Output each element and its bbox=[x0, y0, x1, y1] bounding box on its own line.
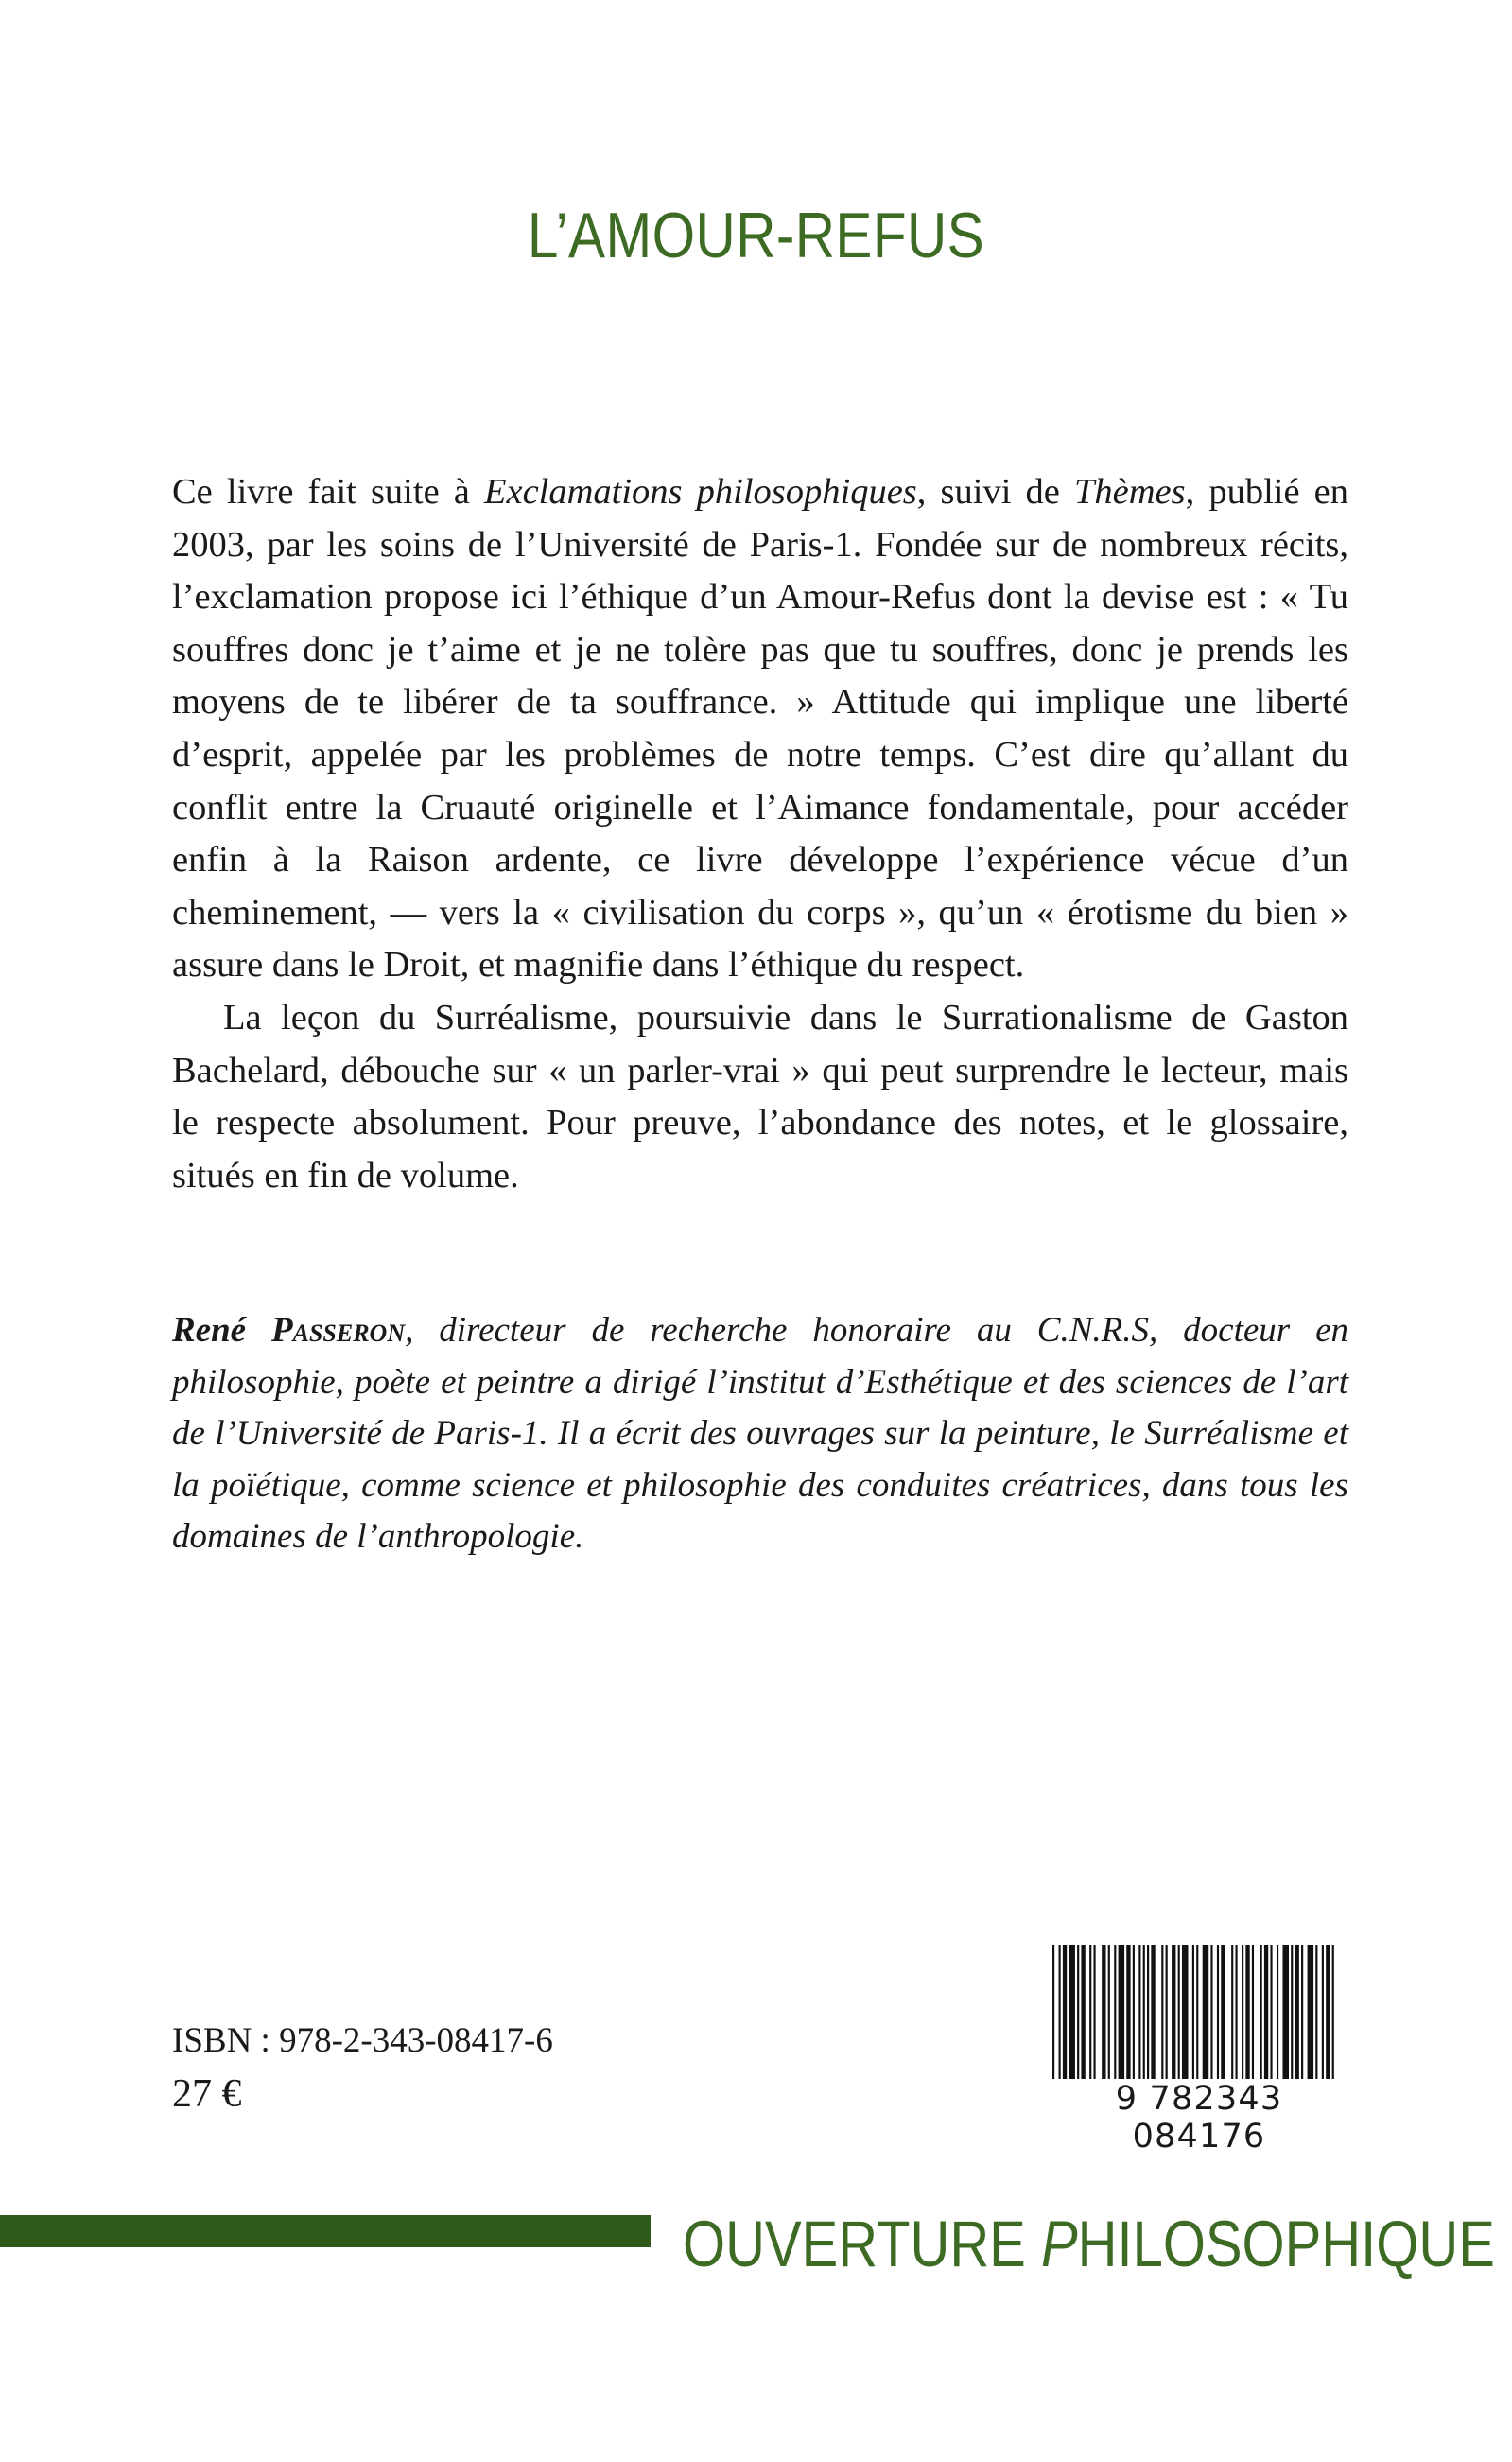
author-name: René Passeron bbox=[172, 1311, 406, 1350]
barcode-bar bbox=[1203, 1945, 1209, 2079]
description-paragraph-1: Ce livre fait suite à Exclamations philosophiques, suivi de Thèmes, publié en 2003, par les soins de l’Université de Paris-1. Fondée sur de nombreux récits, l’exclamation propose ici l’éthique d’un Amour-Refus dont la devise est : « Tu souffres donc je t’aime et je ne tolère pas que tu souffres, donc je prends les moyens de te libérer de ta souffrance. » Attitude qui implique une liberté d’esprit, appelée par les problèmes de notre temps. C’est dire qu’allant du conflit entre la Cruauté originelle et l’Aimance fondamentale, pour accéder enfin à la Raison ardente, ce livre développe l’expérience vécue d’un cheminement, — vers la « civilisation du corps », qu’un « érotisme du bien » assure dans le Droit, et magnifie dans l’éthique du respect. bbox=[172, 472, 1349, 986]
barcode-bar bbox=[1143, 1945, 1145, 2079]
barcode-bar bbox=[1114, 1945, 1116, 2079]
back-cover-description bbox=[172, 466, 1348, 1202]
barcode-bar bbox=[1089, 1945, 1091, 2079]
barcode-bar bbox=[1245, 1945, 1249, 2079]
barcode-bar bbox=[1063, 1945, 1067, 2079]
barcode-bar bbox=[1126, 1945, 1130, 2079]
barcode-bar bbox=[1147, 1945, 1149, 2079]
book-reference-themes: Thèmes bbox=[1073, 472, 1186, 512]
barcode-bar bbox=[1166, 1945, 1168, 2079]
price-label: 27 € bbox=[172, 2072, 242, 2116]
barcode-bar bbox=[1217, 1945, 1219, 2079]
author-bio: René Passeron, directeur de recherche honoraire au C.N.R.S, docteur en philosophie, poète et peintre a dirigé l’institut d’Esthétique et des sciences de l’art de l’Université de Paris-1. Il a écrit des ouvrages sur la peinture, le Surréalisme et la poïétique, comme science et philosophie des conduites créatrices, dans tous les domaines de l’anthropologie. bbox=[172, 1311, 1348, 1556]
book-title: L’AMOUR-REFUS bbox=[527, 200, 985, 271]
barcode-bar bbox=[1282, 1945, 1289, 2079]
barcode-bar bbox=[1093, 1945, 1095, 2079]
barcode-bar bbox=[1264, 1945, 1268, 2079]
barcode-bar bbox=[1119, 1945, 1125, 2079]
barcode-bar bbox=[1081, 1945, 1085, 2079]
barcode-bar bbox=[1161, 1945, 1163, 2079]
barcode-bar bbox=[1295, 1945, 1299, 2079]
barcode-bar bbox=[1192, 1945, 1194, 2079]
barcode-bar bbox=[1178, 1945, 1180, 2079]
barcode-bar bbox=[1322, 1945, 1324, 2079]
barcode-bar bbox=[1069, 1945, 1075, 2079]
barcode-bar bbox=[1196, 1945, 1198, 2079]
barcode-bar bbox=[1291, 1945, 1293, 2079]
barcode-bar bbox=[1108, 1945, 1110, 2079]
barcode-bar bbox=[1151, 1945, 1155, 2079]
barcode-bar bbox=[1260, 1945, 1262, 2079]
description-paragraph-2: La leçon du Surréalisme, poursuivie dans le Surrationalisme de Gaston Bachelard, débouche sur « un parler-vrai » qui peut surprendre le lecteur, mais le respecte absolument. Pour preuve, l’abondance des notes, et le glossaire, situés en fin de volume. bbox=[172, 997, 1348, 1196]
barcode-bar bbox=[1231, 1945, 1233, 2079]
barcode-bar bbox=[1252, 1945, 1254, 2079]
barcode-bar bbox=[1210, 1945, 1212, 2079]
barcode-bars bbox=[1048, 1943, 1341, 2085]
barcode-bar bbox=[1242, 1945, 1243, 2079]
barcode-bar bbox=[1077, 1945, 1079, 2079]
barcode-digits: 9 782343 084176 bbox=[1115, 2080, 1283, 2156]
collection-name: OUVERTURE PHILOSOPHIQUE bbox=[683, 2208, 1495, 2280]
barcode-bar bbox=[1332, 1945, 1334, 2079]
barcode-bar bbox=[1315, 1945, 1317, 2079]
barcode-bar bbox=[1277, 1945, 1278, 2079]
isbn-label: ISBN : 978-2-343-08417-6 bbox=[172, 2021, 553, 2060]
barcode-bar bbox=[1221, 1945, 1225, 2079]
barcode-bar bbox=[1308, 1945, 1314, 2079]
barcode-bar bbox=[1270, 1945, 1272, 2079]
barcode-bar bbox=[1172, 1945, 1175, 2079]
book-reference-exclamations: Exclamations philosophiques bbox=[483, 472, 917, 512]
barcode-bar bbox=[1182, 1945, 1189, 2079]
barcode-bar bbox=[1102, 1945, 1105, 2079]
barcode-bar bbox=[1138, 1945, 1140, 2079]
barcode-bar bbox=[1235, 1945, 1237, 2079]
barcode-bar bbox=[1133, 1945, 1135, 2079]
barcode-bar bbox=[1052, 1945, 1054, 2079]
barcode-bar bbox=[1059, 1945, 1061, 2079]
barcode-bar bbox=[1326, 1945, 1330, 2079]
barcode-bar bbox=[1301, 1945, 1303, 2079]
collection-bar bbox=[0, 2215, 651, 2247]
